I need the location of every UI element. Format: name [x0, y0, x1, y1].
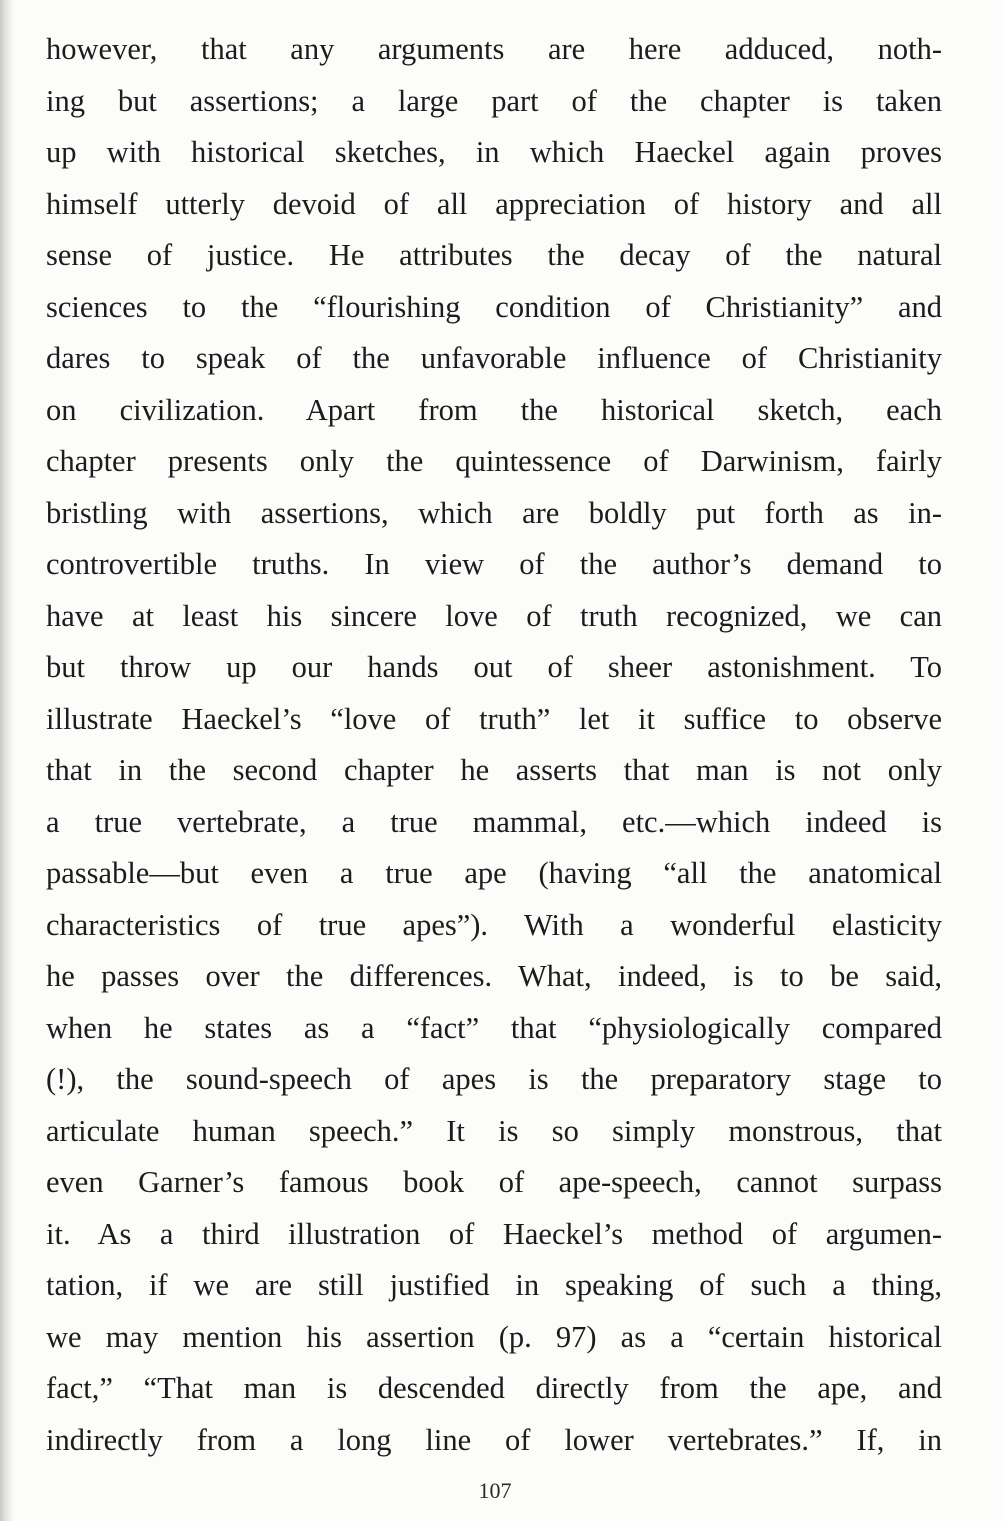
text-line: (!), the sound-speech of apes is the preparatory stage to — [46, 1062, 942, 1096]
text-line: it. As a third illustration of Haeckel’s method of argumen- — [46, 1216, 942, 1251]
text-line: when he states as a “fact” that “physiologically compared — [46, 1010, 942, 1045]
text-line: but throw up our hands out of sheer astonishment. To — [46, 650, 942, 684]
text-line: we may mention his assertion (p. 97) as a “certain historical — [46, 1319, 942, 1354]
text-line: fact,” “That man is descended directly from the ape, and — [46, 1371, 942, 1405]
text-line: passable—but even a true ape (having “all the anatomical — [46, 856, 942, 890]
text-line: on civilization. Apart from the historical sketch, each — [46, 392, 942, 427]
binding-gutter-shadow — [0, 0, 14, 1521]
text-line: sense of justice. He attributes the decay of the natural — [46, 238, 942, 272]
text-line: a true vertebrate, a true mammal, etc.—which indeed is — [46, 804, 942, 839]
text-line: ing but assertions; a large part of the chapter is taken — [46, 83, 942, 118]
body-text — [46, 24, 942, 1466]
text-line: even Garner’s famous book of ape-speech, cannot surpass — [46, 1165, 942, 1199]
text-line: have at least his sincere love of truth recognized, we can — [46, 598, 942, 633]
text-line: controvertible truths. In view of the author’s demand to — [46, 547, 942, 581]
text-line: sciences to the “flourishing condition of Christianity” and — [46, 289, 942, 324]
text-line: dares to speak of the unfavorable influence of Christianity — [46, 341, 942, 375]
text-line: himself utterly devoid of all appreciation of history and all — [46, 186, 942, 221]
text-line: that in the second chapter he asserts that man is not only — [46, 753, 942, 787]
text-line: bristling with assertions, which are boldly put forth as in- — [46, 495, 942, 530]
text-line: up with historical sketches, in which Haeckel again proves — [46, 135, 942, 169]
text-line: however, that any arguments are here adduced, noth- — [46, 32, 942, 66]
page-number: 107 — [478, 1478, 512, 1503]
text-line: he passes over the differences. What, indeed, is to be said, — [46, 959, 942, 993]
text-line: chapter presents only the quintessence of Darwinism, fairly — [46, 444, 942, 478]
text-line: illustrate Haeckel’s “love of truth” let it suffice to observe — [46, 701, 942, 736]
text-line: indirectly from a long line of lower vertebrates.” If, in — [46, 1422, 942, 1457]
text-line: characteristics of true apes”). With a wonderful elasticity — [46, 907, 942, 942]
text-line: tation, if we are still justified in speaking of such a thing, — [46, 1268, 942, 1302]
text-line: articulate human speech.” It is so simply monstrous, that — [46, 1113, 942, 1148]
